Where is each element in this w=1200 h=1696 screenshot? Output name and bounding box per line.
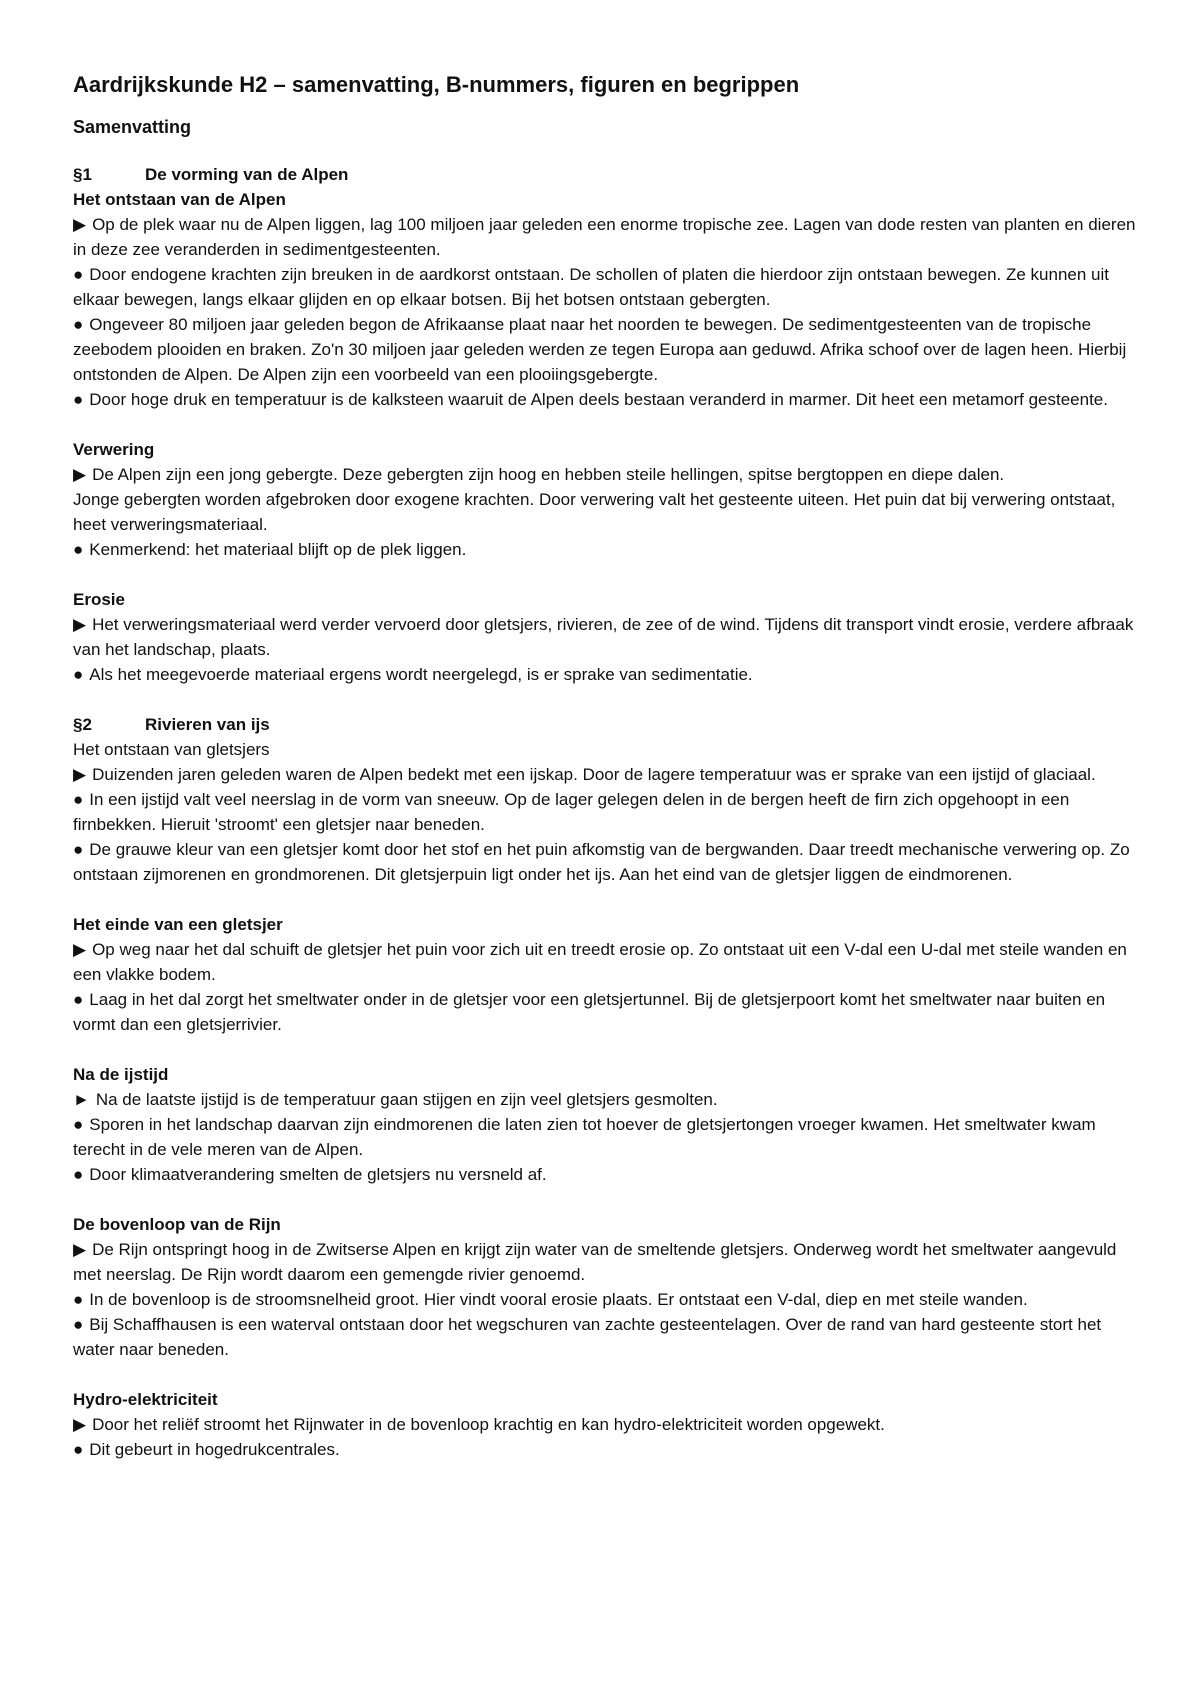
paragraph-text: Kenmerkend: het materiaal blijft op de plek liggen. bbox=[89, 540, 467, 559]
paragraph bbox=[73, 937, 1143, 987]
page-subtitle: Samenvatting bbox=[73, 117, 192, 137]
topic-block bbox=[73, 1062, 1143, 1187]
topic-block bbox=[73, 1212, 1143, 1362]
paragraph bbox=[73, 462, 1143, 487]
paragraph bbox=[73, 1287, 1143, 1312]
paragraph-text: Door hoge druk en temperatuur is de kalksteen waaruit de Alpen deels bestaan veranderd in marmer. Dit heet een metamorf gesteente. bbox=[89, 390, 1108, 409]
paragraph bbox=[73, 987, 1143, 1037]
paragraph-text: In de bovenloop is de stroomsnelheid groot. Hier vindt vooral erosie plaats. Er ontstaat een V-dal, diep en met steile wanden. bbox=[89, 1290, 1028, 1309]
topic-block bbox=[73, 737, 1143, 887]
topic-heading: Hydro-elektriciteit bbox=[73, 1390, 218, 1409]
paragraph-text: Dit gebeurt in hogedrukcentrales. bbox=[89, 1440, 340, 1459]
paragraph bbox=[73, 387, 1143, 412]
paragraph-text: De Rijn ontspringt hoog in de Zwitserse Alpen en krijgt zijn water van de smeltende gletsjers. Onderweg wordt het smeltwater aangevuld met neerslag. De Rijn wordt daarom een gemengde rivier genoemd. bbox=[73, 1240, 1117, 1284]
paragraph bbox=[73, 537, 1143, 562]
arrow-icon: ▶ bbox=[73, 940, 87, 959]
bullet-icon: ● bbox=[73, 790, 84, 809]
paragraph bbox=[73, 612, 1143, 662]
bullet-icon: ● bbox=[73, 540, 84, 559]
paragraph-text: Door endogene krachten zijn breuken in de aardkorst ontstaan. De schollen of platen die hierdoor zijn ontstaan bewegen. Ze kunnen uit elkaar bewegen, langs elkaar glijden en op elkaar botsen. Bij het botsen ontstaan gebergten. bbox=[73, 265, 1109, 309]
bullet-icon: ● bbox=[73, 265, 84, 284]
topic-block bbox=[73, 587, 1143, 687]
paragraph-text: De Alpen zijn een jong gebergte. Deze gebergten zijn hoog en hebben steile hellingen, spitse bergtoppen en diepe dalen. bbox=[92, 465, 1005, 484]
arrow-icon: ▶ bbox=[73, 465, 87, 484]
topic-block bbox=[73, 187, 1143, 412]
paragraph-text: Het verweringsmateriaal werd verder vervoerd door gletsjers, rivieren, de zee of de wind. Tijdens dit transport vindt erosie, verdere afbraak van het landschap, plaats. bbox=[73, 615, 1134, 659]
topic-heading: Het ontstaan van gletsjers bbox=[73, 740, 270, 759]
paragraph-text: Jonge gebergten worden afgebroken door exogene krachten. Door verwering valt het gesteente uiteen. Het puin dat bij verwering ontstaat, heet verweringsmateriaal. bbox=[73, 490, 1116, 534]
bullet-icon: ● bbox=[73, 665, 84, 684]
paragraph-text: Op weg naar het dal schuift de gletsjer het puin voor zich uit en treedt erosie op. Zo ontstaat uit een V-dal een U-dal met steile wanden en een vlakke bodem. bbox=[73, 940, 1127, 984]
topic-heading: Na de ijstijd bbox=[73, 1065, 169, 1084]
arrow-icon: ▶ bbox=[73, 1415, 87, 1434]
arrow-icon: ► bbox=[73, 1090, 90, 1109]
bullet-icon: ● bbox=[73, 1290, 84, 1309]
paragraph bbox=[73, 1112, 1143, 1162]
paragraph bbox=[73, 1087, 1143, 1112]
section-heading bbox=[73, 162, 1143, 187]
paragraph-text: Duizenden jaren geleden waren de Alpen bedekt met een ijskap. Door de lagere temperatuur was er sprake van een ijstijd of glaciaal. bbox=[92, 765, 1096, 784]
arrow-icon: ▶ bbox=[73, 765, 87, 784]
paragraph-text: Door het reliëf stroomt het Rijnwater in de bovenloop krachtig en kan hydro-elektriciteit worden opgewekt. bbox=[92, 1415, 885, 1434]
arrow-icon: ▶ bbox=[73, 1240, 87, 1259]
bullet-icon: ● bbox=[73, 840, 84, 859]
section bbox=[73, 712, 1143, 1462]
section-number: §1 bbox=[73, 165, 92, 184]
paragraph bbox=[73, 312, 1143, 387]
paragraph bbox=[73, 662, 1143, 687]
section-title: Rivieren van ijs bbox=[145, 715, 270, 734]
paragraph-text: Als het meegevoerde materiaal ergens wordt neergelegd, is er sprake van sedimentatie. bbox=[89, 665, 753, 684]
paragraph bbox=[73, 1162, 1143, 1187]
paragraph bbox=[73, 762, 1143, 787]
topic-heading: Verwering bbox=[73, 440, 155, 459]
bullet-icon: ● bbox=[73, 1440, 84, 1459]
section-heading bbox=[73, 712, 1143, 737]
paragraph-text: Door klimaatverandering smelten de gletsjers nu versneld af. bbox=[89, 1165, 547, 1184]
paragraph bbox=[73, 1437, 1143, 1462]
topic-heading: De bovenloop van de Rijn bbox=[73, 1215, 281, 1234]
paragraph bbox=[73, 487, 1143, 537]
bullet-icon: ● bbox=[73, 1165, 84, 1184]
sections-container bbox=[73, 162, 1143, 1462]
paragraph-text: Sporen in het landschap daarvan zijn eindmorenen die laten zien tot hoever de gletsjertongen vroeger kwamen. Het smeltwater kwam terecht in de vele meren van de Alpen. bbox=[73, 1115, 1096, 1159]
paragraph bbox=[73, 212, 1143, 262]
arrow-icon: ▶ bbox=[73, 215, 87, 234]
paragraph bbox=[73, 1312, 1143, 1362]
page-title: Aardrijkskunde H2 – samenvatting, B-nummers, figuren en begrippen bbox=[73, 72, 800, 97]
paragraph-text: Laag in het dal zorgt het smeltwater onder in de gletsjer voor een gletsjertunnel. Bij de gletsjerpoort komt het smeltwater naar buiten en vormt dan een gletsjerrivier. bbox=[73, 990, 1106, 1034]
paragraph bbox=[73, 262, 1143, 312]
topic-heading: Erosie bbox=[73, 590, 125, 609]
paragraph bbox=[73, 837, 1143, 887]
bullet-icon: ● bbox=[73, 990, 84, 1009]
bullet-icon: ● bbox=[73, 1115, 84, 1134]
paragraph-text: Na de laatste ijstijd is de temperatuur gaan stijgen en zijn veel gletsjers gesmolten. bbox=[95, 1090, 718, 1109]
paragraph-text: Ongeveer 80 miljoen jaar geleden begon de Afrikaanse plaat naar het noorden te bewegen. De sedimentgesteenten van de tropische zeebodem plooiden en braken. Zo'n 30 miljoen jaar geleden werden ze tegen Europa aan geduwd. Afrika schoof over de lagen heen. Hierbij ontstonden de Alpen. De Alpen zijn een voorbeeld van een plooiingsgebergte. bbox=[73, 315, 1127, 384]
bullet-icon: ● bbox=[73, 315, 84, 334]
paragraph-text: De grauwe kleur van een gletsjer komt door het stof en het puin afkomstig van de bergwanden. Daar treedt mechanische verwering op. Zo ontstaan zijmorenen en grondmorenen. Dit gletsjerpuin ligt onder het ijs. Aan het eind van de gletsjer liggen de eindmorenen. bbox=[73, 840, 1130, 884]
topic-block bbox=[73, 437, 1143, 562]
bullet-icon: ● bbox=[73, 390, 84, 409]
paragraph bbox=[73, 1412, 1143, 1437]
topic-block bbox=[73, 1387, 1143, 1462]
paragraph bbox=[73, 787, 1143, 837]
section-title: De vorming van de Alpen bbox=[145, 165, 349, 184]
topic-heading: Het einde van een gletsjer bbox=[73, 915, 283, 934]
paragraph bbox=[73, 1237, 1143, 1287]
paragraph-text: Bij Schaffhausen is een waterval ontstaan door het wegschuren van zachte gesteentelagen. Over de rand van hard gesteente stort het water naar beneden. bbox=[73, 1315, 1102, 1359]
document-page bbox=[73, 70, 1143, 1487]
section bbox=[73, 162, 1143, 687]
topic-block bbox=[73, 912, 1143, 1037]
section-number: §2 bbox=[73, 715, 92, 734]
topic-heading: Het ontstaan van de Alpen bbox=[73, 190, 286, 209]
bullet-icon: ● bbox=[73, 1315, 84, 1334]
paragraph-text: In een ijstijd valt veel neerslag in de vorm van sneeuw. Op de lager gelegen delen in de bergen heeft de firn zich opgehoopt in een firnbekken. Hieruit 'stroomt' een gletsjer naar beneden. bbox=[73, 790, 1070, 834]
arrow-icon: ▶ bbox=[73, 615, 87, 634]
paragraph-text: Op de plek waar nu de Alpen liggen, lag 100 miljoen jaar geleden een enorme tropische zee. Lagen van dode resten van planten en dieren in deze zee veranderden in sedimentgesteenten. bbox=[73, 215, 1136, 259]
